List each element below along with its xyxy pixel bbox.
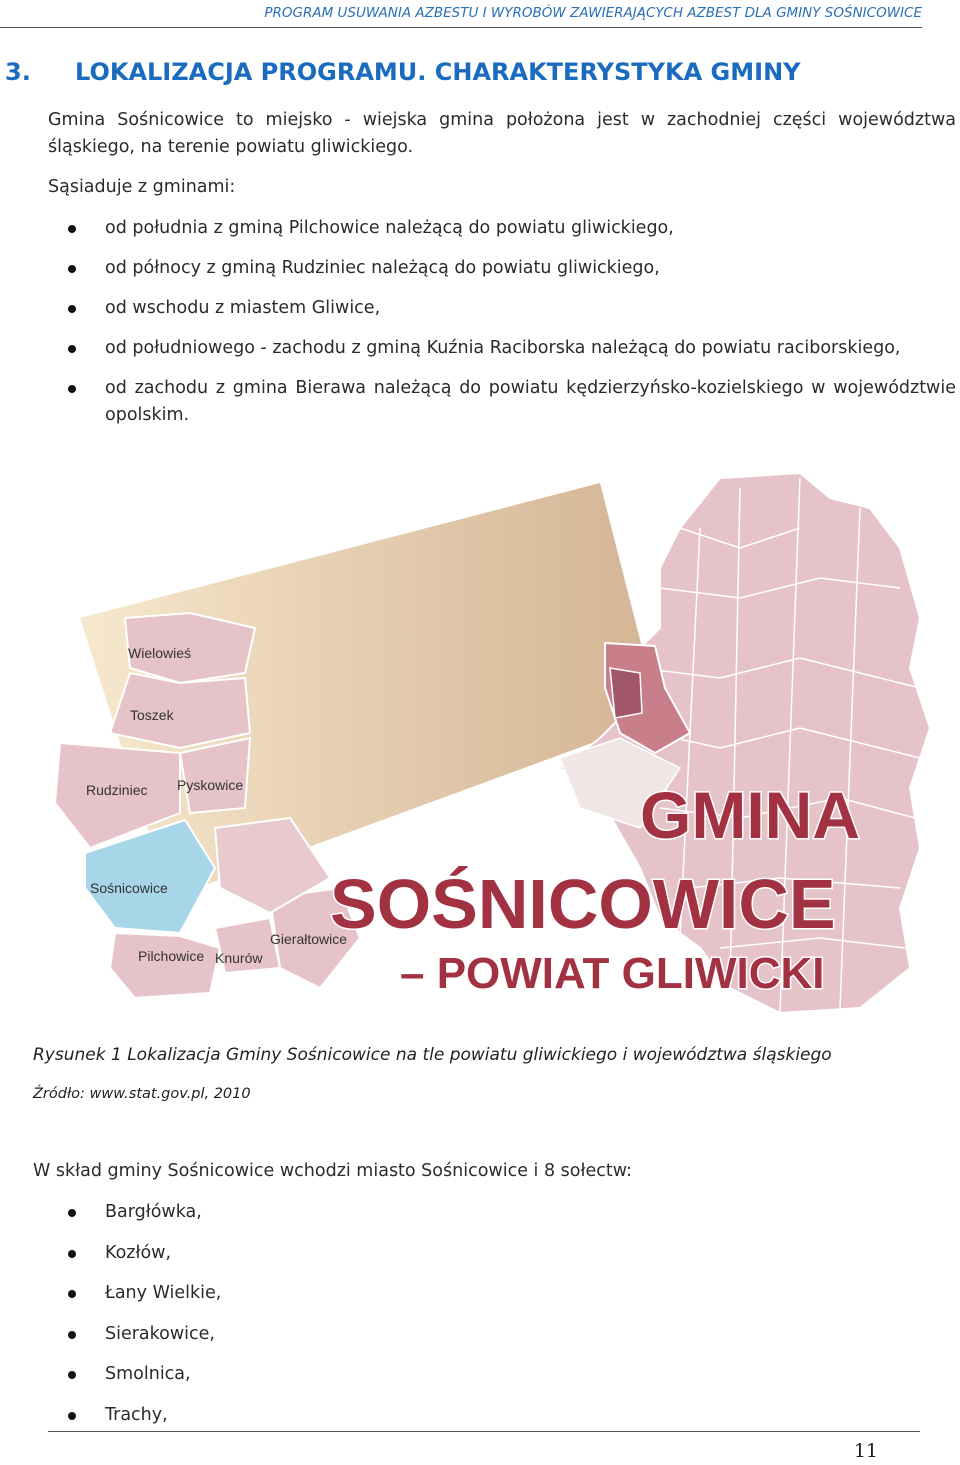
map-label-pilchowice: Pilchowice xyxy=(138,948,205,964)
bullet-icon xyxy=(68,225,76,233)
composition-label: W skład gminy Sośnicowice wchodzi miasto Sośnicowice i 8 sołectw: xyxy=(33,1161,632,1181)
list-item: Trachy, xyxy=(48,1402,956,1429)
bullet-icon xyxy=(68,345,76,353)
location-map xyxy=(40,468,960,1028)
list-item: od południa z gminą Pilchowice należącą do powiatu gliwickiego, xyxy=(48,215,956,242)
banner-line-1: GMINA xyxy=(640,778,860,852)
neighbors-list xyxy=(48,215,956,429)
figure-caption: Rysunek 1 Lokalizacja Gminy Sośnicowice na tle powiatu gliwickiego i województwa śląskiego xyxy=(33,1045,832,1065)
neighbors-label: Sąsiaduje z gminami: xyxy=(48,177,236,197)
district-sosnicowice-small xyxy=(610,668,642,718)
map-label-rudziniec: Rudziniec xyxy=(86,782,148,798)
villages-list xyxy=(48,1199,956,1429)
list-item: od południowego - zachodu z gminą Kuźnia Raciborska należącą do powiatu raciborskiego, xyxy=(48,335,956,362)
list-item: Kozłów, xyxy=(48,1240,956,1267)
map-label-pyskowice: Pyskowice xyxy=(177,777,244,793)
list-item: Sierakowice, xyxy=(48,1321,956,1348)
bullet-icon xyxy=(68,1412,76,1420)
page-header xyxy=(0,0,922,28)
page-number: 11 xyxy=(853,1440,878,1462)
map-label-gieraltowice: Gierałtowice xyxy=(270,931,348,947)
banner-line-3: – POWIAT GLIWICKI xyxy=(400,949,825,998)
bullet-icon xyxy=(68,305,76,313)
section-number: 3. xyxy=(5,58,31,86)
intro-paragraph: Gmina Sośnicowice to miejsko - wiejska gmina położona jest w zachodniej części województwa śląskiego, na terenie powiatu gliwickiego. xyxy=(48,110,956,157)
map-label-sosnicowice: Sośnicowice xyxy=(90,880,168,896)
list-item: od północy z gminą Rudziniec należącą do powiatu gliwickiego, xyxy=(48,255,956,282)
map-label-toszek: Toszek xyxy=(130,707,174,723)
bullet-icon xyxy=(68,385,76,393)
bullet-icon xyxy=(68,1250,76,1258)
list-item: Smolnica, xyxy=(48,1361,956,1388)
bullet-icon xyxy=(68,1209,76,1217)
figure-source: Źródło: www.stat.gov.pl, 2010 xyxy=(33,1086,251,1102)
section-title: LOKALIZACJA PROGRAMU. CHARAKTERYSTYKA GMINY xyxy=(75,58,801,86)
footer-divider xyxy=(48,1431,920,1432)
map-label-wielowies: Wielowieś xyxy=(128,645,192,661)
header-title: PROGRAM USUWANIA AZBESTU I WYROBÓW ZAWIERAJĄCYCH AZBEST DLA GMINY SOŚNICOWICE xyxy=(264,5,922,21)
section-heading xyxy=(5,58,801,86)
bullet-icon xyxy=(68,1331,76,1339)
map-label-knurow: Knurów xyxy=(215,950,263,966)
bullet-icon xyxy=(68,1290,76,1298)
list-item: Łany Wielkie, xyxy=(48,1280,956,1307)
area-pilchowice xyxy=(110,933,220,998)
bullet-icon xyxy=(68,1371,76,1379)
list-item: od zachodu z gmina Bierawa należącą do powiatu kędzierzyńsko-kozielskiego w województwie opolskim. xyxy=(48,375,956,429)
banner-line-2: SOŚNICOWICE xyxy=(330,865,836,943)
bullet-icon xyxy=(68,265,76,273)
list-item: od wschodu z miastem Gliwice, xyxy=(48,295,956,322)
list-item: Bargłówka, xyxy=(48,1199,956,1226)
